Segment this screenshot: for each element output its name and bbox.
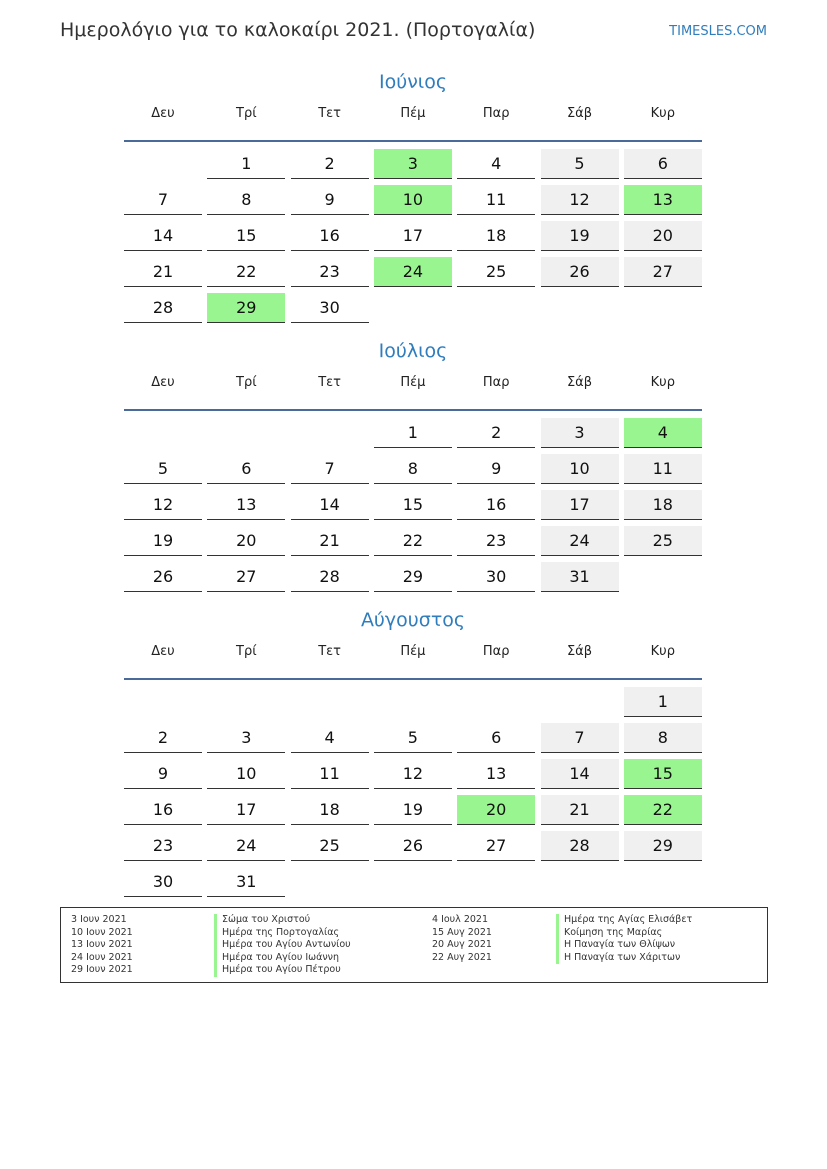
- day-cell[interactable]: 14: [291, 490, 369, 520]
- month-august: [124, 606, 702, 891]
- day-cell[interactable]: 20: [207, 526, 285, 556]
- day-cell[interactable]: 27: [207, 562, 285, 592]
- day-cell[interactable]: 16: [124, 795, 202, 825]
- day-cell[interactable]: 24: [541, 526, 619, 556]
- day-cell[interactable]: 10: [541, 454, 619, 484]
- weekday-label: Κυρ: [650, 106, 675, 121]
- month-title: Ιούνιος: [378, 71, 448, 93]
- weekday-label: Κυρ: [650, 375, 675, 390]
- weekday-label: Πέμ: [400, 375, 426, 390]
- legend-date: 24 Ιουν 2021: [71, 951, 133, 963]
- day-cell[interactable]: 1: [207, 149, 285, 179]
- weekday-label: Σάβ: [566, 375, 593, 390]
- weekday-label: Τρί: [236, 644, 257, 659]
- day-cell[interactable]: 12: [124, 490, 202, 520]
- day-cell[interactable]: 13: [207, 490, 285, 520]
- day-cell[interactable]: 2: [291, 149, 369, 179]
- day-cell[interactable]: 22: [374, 526, 452, 556]
- holiday-day-cell[interactable]: 24: [374, 257, 452, 287]
- weekday-label: Δευ: [151, 644, 175, 659]
- day-cell[interactable]: 25: [291, 831, 369, 861]
- month-june: [124, 68, 702, 317]
- day-cell[interactable]: 14: [541, 759, 619, 789]
- legend-date: 20 Αυγ 2021: [432, 939, 492, 950]
- holiday-day-cell[interactable]: 22: [624, 795, 702, 825]
- day-cell[interactable]: 11: [457, 185, 535, 215]
- day-cell[interactable]: 5: [541, 149, 619, 179]
- holiday-day-cell[interactable]: 13: [624, 185, 702, 215]
- day-cell[interactable]: 21: [291, 526, 369, 556]
- day-cell[interactable]: 21: [541, 795, 619, 825]
- legend-holiday-name: Κοίμηση της Μαρίας: [556, 927, 692, 940]
- day-cell[interactable]: 23: [291, 257, 369, 287]
- weekday-label: Παρ: [482, 644, 510, 659]
- weekday-label: Τετ: [318, 375, 341, 390]
- day-cell[interactable]: 16: [457, 490, 535, 520]
- weekday-label: Σάβ: [566, 106, 593, 121]
- day-cell[interactable]: 17: [541, 490, 619, 520]
- day-cell[interactable]: 25: [457, 257, 535, 287]
- legend-right-names: [556, 914, 692, 964]
- legend-holiday-name: Η Παναγία των Χάριτων: [556, 952, 692, 965]
- weekday-label: Πέμ: [400, 106, 426, 121]
- day-cell[interactable]: 2: [124, 723, 202, 753]
- legend-holiday-name: Η Παναγία των Θλίψων: [556, 939, 692, 952]
- month-title: Ιούλιος: [378, 340, 448, 362]
- holiday-day-cell[interactable]: 10: [374, 185, 452, 215]
- weekday-label: Δευ: [151, 106, 175, 121]
- day-cell[interactable]: 9: [457, 454, 535, 484]
- legend-date: 22 Αυγ 2021: [432, 951, 492, 963]
- day-cell[interactable]: 31: [207, 867, 285, 897]
- day-cell[interactable]: 11: [291, 759, 369, 789]
- day-cell[interactable]: 18: [457, 221, 535, 251]
- day-cell[interactable]: 21: [124, 257, 202, 287]
- day-cell[interactable]: 2: [457, 418, 535, 448]
- day-cell[interactable]: 30: [457, 562, 535, 592]
- weekday-label: Κυρ: [650, 644, 675, 659]
- weekday-header: [124, 642, 702, 680]
- weekday-label: Τρί: [236, 375, 257, 390]
- day-cell[interactable]: 12: [541, 185, 619, 215]
- holiday-day-cell[interactable]: 20: [457, 795, 535, 825]
- day-cell[interactable]: 19: [541, 221, 619, 251]
- day-cell[interactable]: 28: [291, 562, 369, 592]
- day-cell[interactable]: 5: [124, 454, 202, 484]
- legend-left-names: [214, 914, 351, 977]
- day-cell[interactable]: 8: [207, 185, 285, 215]
- holiday-day-cell[interactable]: 15: [624, 759, 702, 789]
- holiday-day-cell[interactable]: 29: [207, 293, 285, 323]
- legend-left-dates: [71, 914, 133, 977]
- legend-date: 29 Ιουν 2021: [71, 964, 133, 975]
- holiday-legend: [60, 907, 768, 983]
- day-cell[interactable]: 29: [624, 831, 702, 861]
- weekday-label: Σάβ: [566, 644, 593, 659]
- day-cell[interactable]: 23: [124, 831, 202, 861]
- day-cell[interactable]: 15: [207, 221, 285, 251]
- day-cell[interactable]: 20: [624, 221, 702, 251]
- site-link[interactable]: TIMESLES.COM: [669, 24, 767, 39]
- day-cell[interactable]: 11: [624, 454, 702, 484]
- page-title: Ημερολόγιο για το καλοκαίρι 2021. (Πορτογαλία): [60, 19, 536, 41]
- day-cell[interactable]: 17: [374, 221, 452, 251]
- day-cell[interactable]: 6: [457, 723, 535, 753]
- day-cell[interactable]: 24: [207, 831, 285, 861]
- day-cell[interactable]: 16: [291, 221, 369, 251]
- day-cell[interactable]: 14: [124, 221, 202, 251]
- day-cell[interactable]: 13: [457, 759, 535, 789]
- legend-holiday-name: Ημέρα του Αγίου Ιωάννη: [214, 952, 351, 965]
- day-cell[interactable]: 9: [291, 185, 369, 215]
- day-cell[interactable]: 8: [374, 454, 452, 484]
- day-cell[interactable]: 4: [457, 149, 535, 179]
- weekday-label: Τετ: [318, 644, 341, 659]
- day-cell[interactable]: 26: [374, 831, 452, 861]
- day-cell[interactable]: 19: [124, 526, 202, 556]
- day-cell[interactable]: 18: [624, 490, 702, 520]
- month-title: Αύγουστος: [360, 609, 466, 631]
- day-cell[interactable]: 27: [624, 257, 702, 287]
- weekday-label: Τρί: [236, 106, 257, 121]
- legend-date: 15 Αυγ 2021: [432, 926, 492, 938]
- day-cell[interactable]: 17: [207, 795, 285, 825]
- day-cell[interactable]: 1: [624, 687, 702, 717]
- holiday-day-cell[interactable]: 4: [624, 418, 702, 448]
- day-cell[interactable]: 7: [291, 454, 369, 484]
- legend-date: 13 Ιουν 2021: [71, 939, 133, 950]
- day-cell[interactable]: 25: [624, 526, 702, 556]
- day-cell[interactable]: 8: [624, 723, 702, 753]
- day-cell[interactable]: 26: [124, 562, 202, 592]
- legend-date: 3 Ιουν 2021: [71, 914, 127, 925]
- day-cell[interactable]: 6: [207, 454, 285, 484]
- day-cell[interactable]: 19: [374, 795, 452, 825]
- day-cell[interactable]: 30: [124, 867, 202, 897]
- day-cell[interactable]: 10: [207, 759, 285, 789]
- day-cell[interactable]: 9: [124, 759, 202, 789]
- day-cell[interactable]: 12: [374, 759, 452, 789]
- day-cell[interactable]: 26: [541, 257, 619, 287]
- legend-holiday-name: Σώμα του Χριστού: [214, 914, 351, 927]
- legend-holiday-name: Ημέρα του Αγίου Πέτρου: [214, 964, 351, 977]
- legend-holiday-name: Ημέρα της Αγίας Ελισάβετ: [556, 914, 692, 927]
- holiday-day-cell[interactable]: 3: [374, 149, 452, 179]
- day-cell[interactable]: 1: [374, 418, 452, 448]
- day-cell[interactable]: 23: [457, 526, 535, 556]
- month-july: [124, 337, 702, 586]
- weekday-header: [124, 373, 702, 411]
- day-cell[interactable]: 27: [457, 831, 535, 861]
- day-cell[interactable]: 29: [374, 562, 452, 592]
- day-cell[interactable]: 4: [291, 723, 369, 753]
- day-cell[interactable]: 3: [207, 723, 285, 753]
- legend-date: 10 Ιουν 2021: [71, 926, 133, 938]
- day-cell[interactable]: 18: [291, 795, 369, 825]
- day-cell[interactable]: 31: [541, 562, 619, 592]
- legend-holiday-name: Ημέρα της Πορτογαλίας: [214, 927, 351, 940]
- day-cell[interactable]: 7: [541, 723, 619, 753]
- day-cell[interactable]: 5: [374, 723, 452, 753]
- legend-right-dates: [432, 914, 492, 964]
- legend-date: 4 Ιουλ 2021: [432, 914, 488, 925]
- day-cell[interactable]: 7: [124, 185, 202, 215]
- day-cell[interactable]: 28: [541, 831, 619, 861]
- weekday-label: Παρ: [482, 106, 510, 121]
- weekday-label: Πέμ: [400, 644, 426, 659]
- legend-holiday-name: Ημέρα του Αγίου Αντωνίου: [214, 939, 351, 952]
- day-cell[interactable]: 30: [291, 293, 369, 323]
- weekday-header: [124, 104, 702, 142]
- day-cell[interactable]: 28: [124, 293, 202, 323]
- day-cell[interactable]: 6: [624, 149, 702, 179]
- day-cell[interactable]: 3: [541, 418, 619, 448]
- weekday-label: Παρ: [482, 375, 510, 390]
- weekday-label: Δευ: [151, 375, 175, 390]
- weekday-label: Τετ: [318, 106, 341, 121]
- day-cell[interactable]: 15: [374, 490, 452, 520]
- day-cell[interactable]: 22: [207, 257, 285, 287]
